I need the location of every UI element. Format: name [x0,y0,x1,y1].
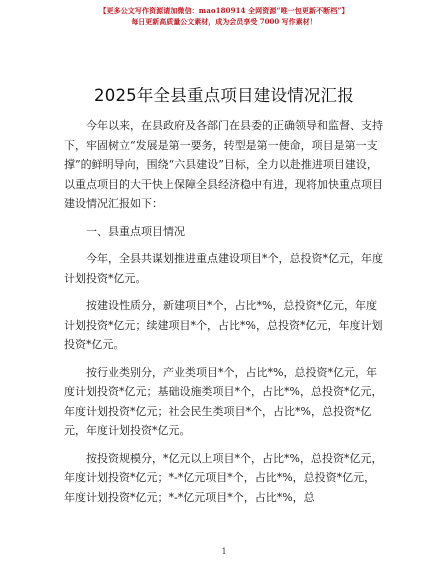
document-body [64,116,386,507]
page-number: 1 [221,547,227,556]
body-paragraph: 今年，全县共谋划推进重点建设项目*个，总投资*亿元，年度计划投资*亿元。 [64,252,383,285]
intro-paragraph: 今年以来，在县政府及各部门在县委的正确领导和监督、支持下，牢固树立“发展是第一要务，转型是第一使命，项目是第一支撑”的鲜明导向，围绕“六县建设”目标，全力以赴推进项目建设，以重点项目的大干快上保障全县经济稳中有进，现将加快重点项目建设情况汇报如下： [64,119,383,210]
section-heading: 一、县重点项目情况 [86,224,185,238]
body-paragraph: 按建设性质分，新建项目*个，占比*%，总投资*亿元，年度计划投资*亿元；续建项目*个，占比*%，总投资*亿元，年度计划投资*亿元。 [64,299,383,351]
promo-banner-line-1: 【更多公文写作资源请加微信：mao180914 全网资源“唯一包更新不断档”】 [99,6,349,15]
body-paragraph: 按投资规模分，*亿元以上项目*个，占比*%，总投资*亿元，年度计划投资*亿元；*-*亿元项目*个，占比*%，总投资*亿元，年度计划投资*亿元；*-*亿元项目*个，占比*%，总 [64,451,383,504]
promo-banner-line-2: 每日更新高质量公文素材，成为会员享受 7000 写作素材！ [131,17,317,26]
promo-banner [0,6,448,27]
body-paragraph: 按行业类别分，产业类项目*个，占比*%，总投资*亿元，年度计划投资*亿元；基础设施类项目*个，占比*%，总投资*亿元，年度计划投资*亿元；社会民生类项目*个，占比*%，总投资*亿元，年度计划投资*亿元。 [64,365,383,437]
document-title: 2025年全县重点项目建设情况汇报 [94,86,354,105]
